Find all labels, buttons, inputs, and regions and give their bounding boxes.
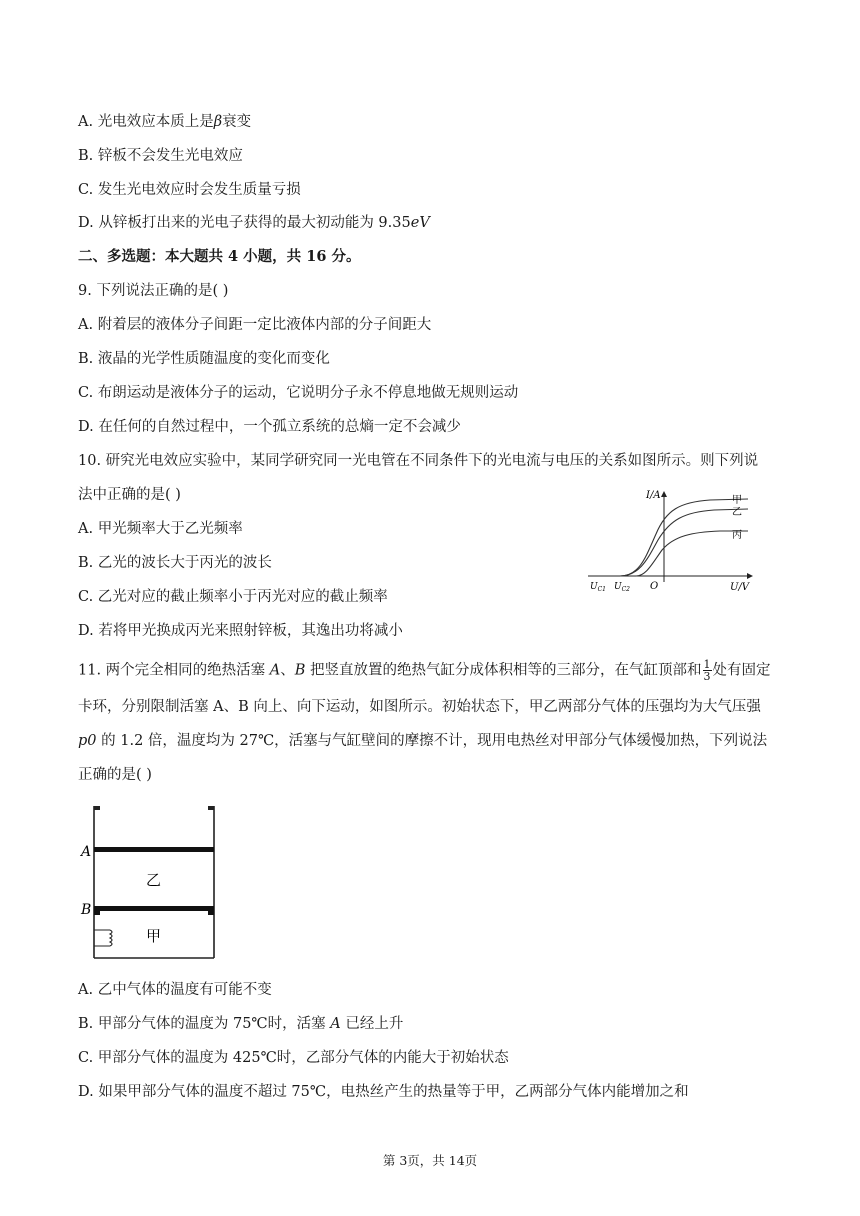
- q11-text-4: 的 1.2 倍，温度均为 27℃，活塞与气缸壁间的摩擦不计，现用电热丝对甲部分气体缓慢加热，下列说法: [96, 733, 768, 749]
- section-heading-multiple-choice: 二、多选题：本大题共 4 小题，共 16 分。: [78, 248, 361, 265]
- q11-option-b: [78, 1014, 403, 1034]
- label-jia: 甲: [146, 927, 162, 945]
- q11-text-1: 11. 两个完全相同的绝热活塞: [78, 662, 270, 679]
- q10-stem-line1: 10. 研究光电效应实验中，某同学研究同一光电管在不同条件下的光电流与电压的关系如图所示。则下列说: [78, 453, 759, 469]
- uc2-label: $U_{C2}$: [614, 582, 631, 593]
- label-b: B: [81, 902, 92, 918]
- q11-option-b-text: B. 甲部分气体的温度为 75℃时，活塞: [78, 1016, 331, 1032]
- curve-jia: [620, 499, 748, 576]
- q8-option-c: C. 发生光电效应时会发生质量亏损: [78, 182, 301, 198]
- q9-option-c: C. 布朗运动是液体分子的运动，它说明分子永不停息地做无规则运动: [78, 385, 519, 401]
- y-axis-label: I/A: [646, 490, 661, 501]
- q11-text-3: 处有固定: [712, 662, 771, 679]
- q11-option-b-text-end: 已经上升: [340, 1016, 404, 1032]
- var-p0: p0: [78, 733, 97, 749]
- top-clip-left: [94, 806, 100, 810]
- q9-stem: 9. 下列说法正确的是( ): [78, 283, 229, 299]
- q10-option-c: C. 乙光对应的截止频率小于丙光对应的截止频率: [78, 589, 388, 605]
- q10-stem-line2: 法中正确的是( ): [78, 487, 181, 503]
- var-a: A: [269, 662, 281, 679]
- q9-option-b: B. 液晶的光学性质随温度的变化而变化: [78, 351, 330, 367]
- q9-option-d: D. 在任何的自然过程中，一个孤立系统的总熵一定不会减少: [78, 419, 461, 435]
- page-footer: 第 3页，共 14页: [382, 1153, 478, 1168]
- q10-option-d: D. 若将甲光换成丙光来照射锌板，其逸出功将减小: [78, 623, 403, 639]
- curve-label-yi: 乙: [732, 507, 742, 518]
- q11-option-c: C. 甲部分气体的温度为 425℃时，乙部分气体的内能大于初始状态: [78, 1050, 509, 1066]
- uc1-label: $U_{C1}$: [590, 582, 607, 593]
- heating-wire-icon: [94, 930, 112, 946]
- photocurrent-voltage-graph: [580, 486, 760, 594]
- q11-text-2: 把竖直放置的绝热气缸分成体积相等的三部分，在气缸顶部和: [305, 662, 702, 679]
- q11-stem-line3: [78, 731, 767, 751]
- piston-a: [94, 847, 214, 852]
- q8-option-a-text-end: 衰变: [222, 114, 252, 130]
- clip-b-right: [208, 911, 214, 915]
- piston-b: [94, 906, 214, 911]
- curve-label-bing: 丙: [732, 530, 742, 541]
- label-yi: 乙: [146, 871, 162, 889]
- ev-unit: eV: [410, 215, 430, 231]
- beta-symbol: β: [213, 114, 223, 130]
- q8-option-d-text: D. 从锌板打出来的光电子获得的最大初动能为 9.35: [78, 215, 411, 231]
- q8-option-a: [78, 112, 251, 132]
- q11-option-a: A. 乙中气体的温度有可能不变: [78, 982, 272, 998]
- cylinder-diagram: [76, 800, 226, 962]
- q11-stem-line4: 正确的是( ): [78, 767, 152, 783]
- q10-option-b: B. 乙光的波长大于丙光的波长: [78, 555, 272, 571]
- q11-option-d: D. 如果甲部分气体的温度不超过 75℃，电热丝产生的热量等于甲，乙两部分气体内能增加之和: [78, 1084, 689, 1100]
- q11-stem-line1: [78, 659, 771, 682]
- q8-option-b: B. 锌板不会发生光电效应: [78, 148, 243, 164]
- q10-option-a: A. 甲光频率大于乙光频率: [78, 521, 243, 537]
- origin-label: O: [650, 581, 659, 592]
- q9-option-a: A. 附着层的液体分子间距一定比液体内部的分子间距大: [78, 317, 432, 333]
- q8-option-d: [78, 213, 430, 233]
- top-clip-right: [208, 806, 214, 810]
- var-b: B: [294, 662, 306, 679]
- curve-label-jia: 甲: [732, 495, 742, 506]
- q8-option-a-text: A. 光电效应本质上是: [78, 114, 214, 130]
- x-axis-label: U/V: [730, 582, 750, 593]
- q11-sep: 、: [280, 662, 295, 679]
- q11-stem-line2: 卡环，分别限制活塞 A、B 向上、向下运动，如图所示。初始状态下，甲乙两部分气体的压强均为大气压强: [78, 699, 761, 715]
- one-third-fraction: $\frac{1}{3}$: [703, 658, 711, 683]
- var-a-b: A: [330, 1016, 341, 1032]
- clip-b-left: [94, 911, 100, 915]
- label-a: A: [81, 844, 92, 860]
